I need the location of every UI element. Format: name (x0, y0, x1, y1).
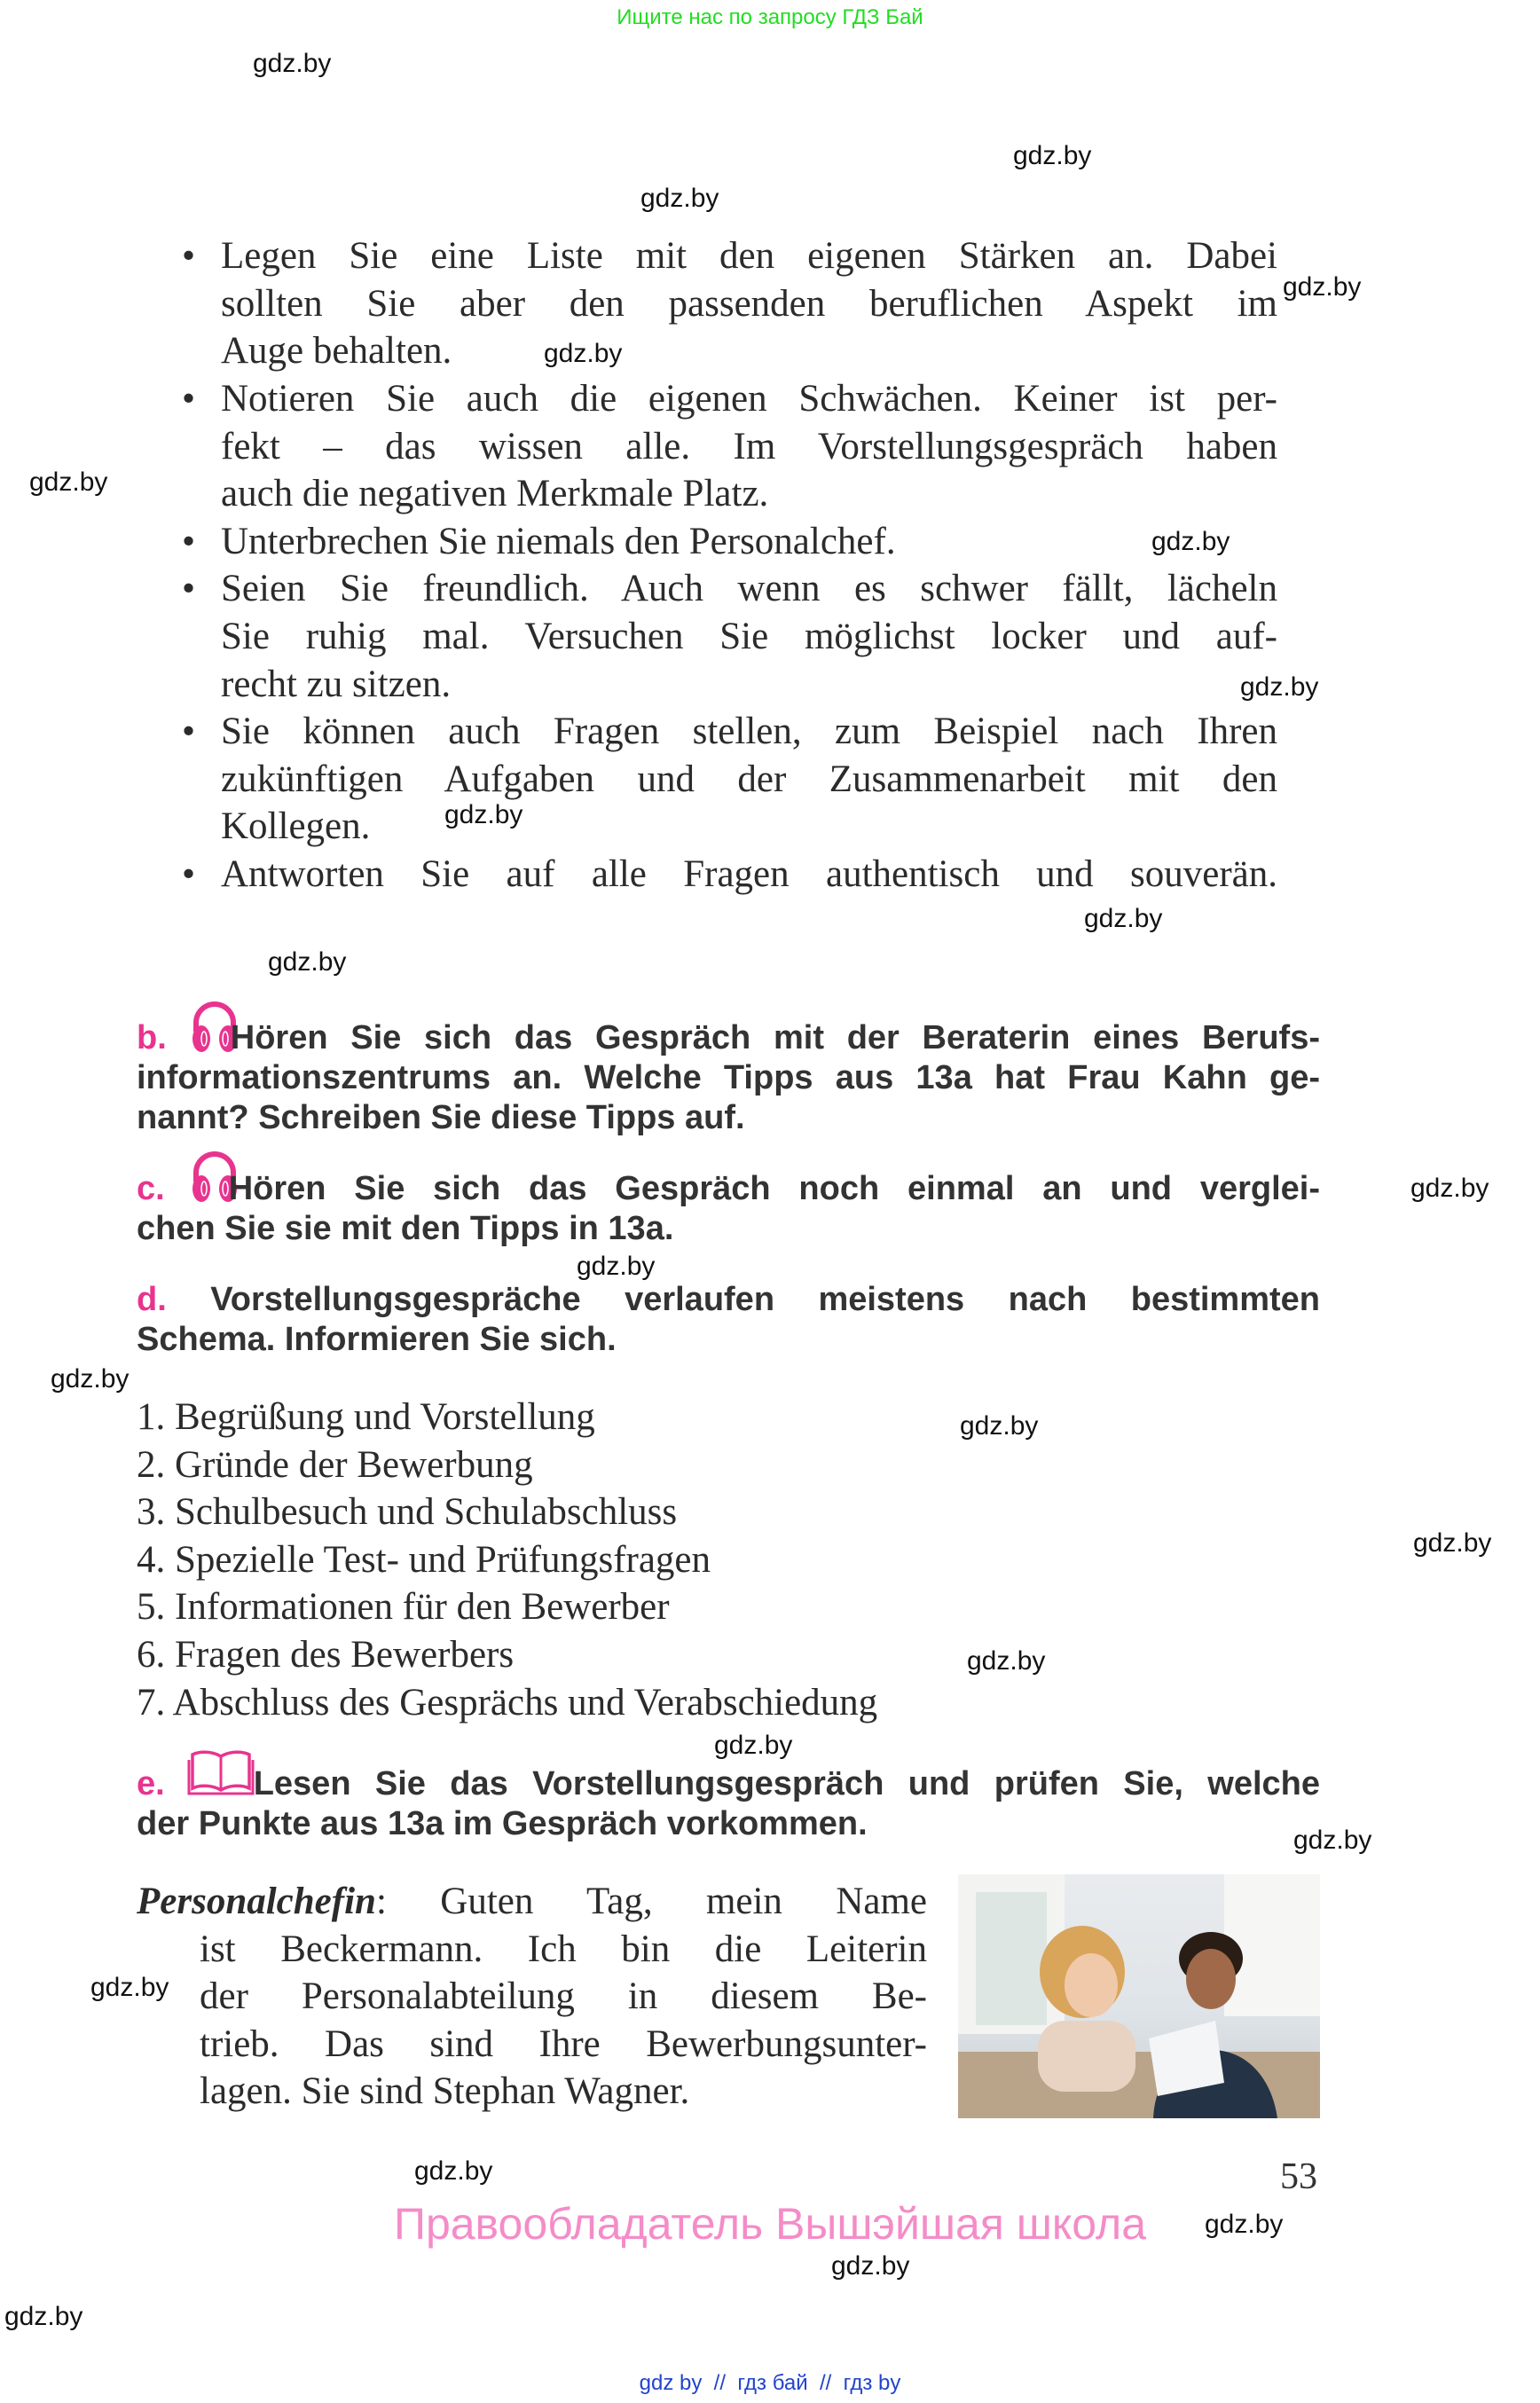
schema-item: 7. Abschluss des Gesprächs und Verabschiedung (137, 1682, 878, 1724)
list-line: Antworten Sie auf alle Fragen authentisch und souverän. (221, 853, 1277, 895)
watermark: gdz.by (414, 2156, 493, 2186)
watermark: gdz.by (90, 1973, 169, 2002)
bullet-icon: • (182, 521, 196, 562)
dialog-line: trieb. Das sind Ihre Bewerbungsunter- (200, 2023, 927, 2065)
dialog-line: ist Beckermann. Ich bin die Leiterin (200, 1928, 927, 1970)
task-marker: d. (137, 1281, 167, 1318)
interview-photo (958, 1874, 1320, 2118)
watermark: gdz.by (1293, 1826, 1372, 1855)
task-text: Lesen Sie das Vorstellungsgespräch und prüfen Sie, welche (253, 1765, 1320, 1802)
list-line: auch die negativen Merkmale Platz. (221, 473, 769, 514)
task-line: Schema. Informieren Sie sich. (137, 1321, 617, 1358)
list-line: zukünftigen Aufgaben und der Zusammenarbeit mit den (221, 758, 1277, 800)
watermark: gdz.by (1084, 904, 1163, 933)
list-line: Seien Sie freundlich. Auch wenn es schwer fällt, lächeln (221, 568, 1277, 609)
watermark: gdz.by (960, 1411, 1039, 1441)
dialog-line: der Personalabteilung in diesem Be- (200, 1975, 927, 2017)
speaker-name: Personalchefin (137, 1881, 376, 1922)
list-line: Notieren Sie auch die eigenen Schwächen. Keiner ist per- (221, 378, 1277, 420)
task-marker: e. (137, 1765, 165, 1802)
page-number: 53 (1280, 2156, 1317, 2197)
watermark: gdz.by (1240, 672, 1319, 702)
bullet-icon: • (182, 235, 196, 277)
task-line (137, 1018, 1320, 1058)
schema-item: 1. Begrüßung und Vorstellung (137, 1396, 595, 1438)
list-line: recht zu sitzen. (221, 664, 452, 705)
watermark: gdz.by (253, 49, 332, 78)
task-text: Hören Sie sich das Gespräch mit der Beraterin eines Berufs- (230, 1019, 1320, 1056)
task-text: Hören Sie sich das Gespräch noch einmal an und verglei- (228, 1170, 1320, 1207)
watermark: gdz.by (577, 1252, 656, 1281)
list-line: Sie ruhig mal. Versuchen Sie möglichst locker und auf- (221, 616, 1277, 657)
watermark: gdz.by (51, 1364, 130, 1394)
task-line (137, 1169, 1320, 1209)
schema-item: 6. Fragen des Bewerbers (137, 1634, 515, 1676)
dialog-line: lagen. Sie sind Stephan Wagner. (200, 2070, 690, 2112)
bullet-icon: • (182, 568, 196, 609)
watermark: gdz.by (967, 1646, 1046, 1676)
schema-item: 5. Informationen für den Bewerber (137, 1586, 670, 1628)
list-line: Legen Sie eine Liste mit den eigenen Stärken an. Dabei (221, 235, 1277, 277)
list-line: sollten Sie aber den passenden beruflichen Aspekt im (221, 283, 1277, 325)
watermark: gdz.by (268, 947, 347, 977)
watermark: gdz.by (1283, 272, 1362, 302)
task-line: informationszentrums an. Welche Tipps aus 13a hat Frau Kahn ge- (137, 1059, 1320, 1096)
list-line: Auge behalten. (221, 330, 452, 372)
dialog-line (137, 1878, 927, 1926)
watermark: gdz.by (1205, 2210, 1284, 2239)
list-line: Kollegen. (221, 805, 371, 847)
task-line: der Punkte aus 13a im Gespräch vorkommen. (137, 1805, 868, 1842)
list-line: fekt – das wissen alle. Im Vorstellungsgespräch haben (221, 426, 1277, 467)
watermark: gdz.by (1151, 527, 1230, 556)
footer-links[interactable]: gdz by // гдз бай // гдз by (639, 2371, 901, 2395)
watermark: gdz.by (831, 2251, 910, 2281)
list-line: Unterbrechen Sie niemals den Personalchef. (221, 521, 896, 562)
watermark: gdz.by (640, 184, 719, 213)
watermark: gdz.by (1013, 141, 1092, 170)
watermark: gdz.by (714, 1731, 793, 1760)
task-marker: b. (137, 1019, 167, 1056)
task-line: chen Sie sie mit den Tipps in 13a. (137, 1210, 674, 1247)
dialog-text: : Guten Tag, mein Name (375, 1881, 927, 1922)
watermark: gdz.by (544, 339, 623, 368)
task-line (137, 1764, 1320, 1804)
watermark: gdz.by (444, 800, 523, 829)
search-banner: Ищите нас по запросу ГДЗ Бай (617, 5, 923, 29)
schema-item: 2. Gründe der Bewerbung (137, 1444, 533, 1486)
bullet-icon: • (182, 711, 196, 752)
watermark: gdz.by (1413, 1528, 1492, 1558)
bullet-icon: • (182, 853, 196, 895)
list-line: Sie können auch Fragen stellen, zum Beispiel nach Ihren (221, 711, 1277, 752)
task-marker: c. (137, 1170, 165, 1207)
watermark: gdz.by (4, 2302, 83, 2331)
schema-item: 3. Schulbesuch und Schulabschluss (137, 1491, 678, 1533)
copyright-notice: Правообладатель Вышэйшая школа (394, 2199, 1146, 2249)
bullet-icon: • (182, 378, 196, 420)
task-line (137, 1280, 1320, 1320)
watermark: gdz.by (1410, 1174, 1489, 1203)
watermark: gdz.by (29, 467, 108, 497)
task-text: Vorstellungsgespräche verlaufen meistens nach bestimmten (210, 1281, 1320, 1318)
task-line: nannt? Schreiben Sie diese Tipps auf. (137, 1099, 745, 1136)
schema-item: 4. Spezielle Test- und Prüfungsfragen (137, 1539, 711, 1581)
